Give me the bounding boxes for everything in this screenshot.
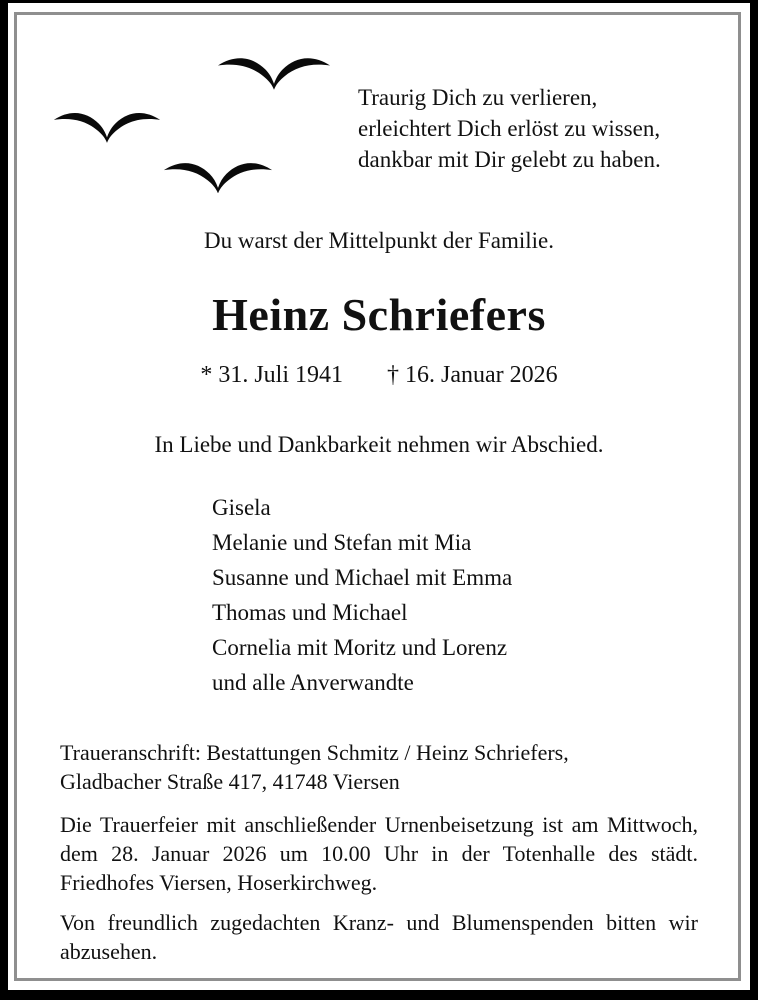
- verse-line: dankbar mit Dir gelebt zu haben.: [358, 147, 661, 172]
- mourner-line: Thomas und Michael: [212, 600, 408, 625]
- mourner-line: Susanne und Michael mit Emma: [212, 565, 513, 590]
- mourner-line: Cornelia mit Moritz und Lorenz: [212, 635, 508, 660]
- donation-paragraph: Von freundlich zugedachten Kranz- und Blumenspenden bitten wir abzusehen.: [60, 910, 698, 964]
- mourners-list: [212, 490, 512, 700]
- address-line: Traueranschrift: Bestattungen Schmitz / Heinz Schriefers,: [60, 740, 569, 765]
- death-date: † 16. Januar 2026: [387, 362, 558, 388]
- verse-line: erleichtert Dich erlöst zu wissen,: [358, 116, 661, 141]
- bird-icon: [216, 53, 332, 90]
- mourner-line: und alle Anverwandte: [212, 670, 414, 695]
- life-dates: [0, 362, 758, 389]
- bird-icon: [162, 158, 274, 193]
- verse-block: [358, 82, 661, 175]
- address-line: Gladbacher Straße 417, 41748 Viersen: [60, 769, 400, 794]
- ceremony-paragraph: Die Trauerfeier mit anschließender Urnenbeisetzung ist am Mittwoch, dem 28. Januar 2026 um 10.00 Uhr in der Totenhalle des städt. Friedhofes Viersen, Hoserkirchweg.: [60, 812, 698, 895]
- farewell-line: In Liebe und Dankbarkeit nehmen wir Abschied.: [154, 432, 604, 457]
- intro-line: Du warst der Mittelpunkt der Familie.: [203, 228, 555, 253]
- bird-icon: [52, 108, 162, 143]
- mourning-address: [60, 738, 702, 796]
- deceased-name: Heinz Schriefers: [212, 289, 546, 340]
- verse-line: Traurig Dich zu verlieren,: [358, 85, 598, 110]
- mourner-line: Melanie und Stefan mit Mia: [212, 530, 472, 555]
- birth-date: * 31. Juli 1941: [200, 362, 344, 388]
- mourner-line: Gisela: [212, 495, 271, 520]
